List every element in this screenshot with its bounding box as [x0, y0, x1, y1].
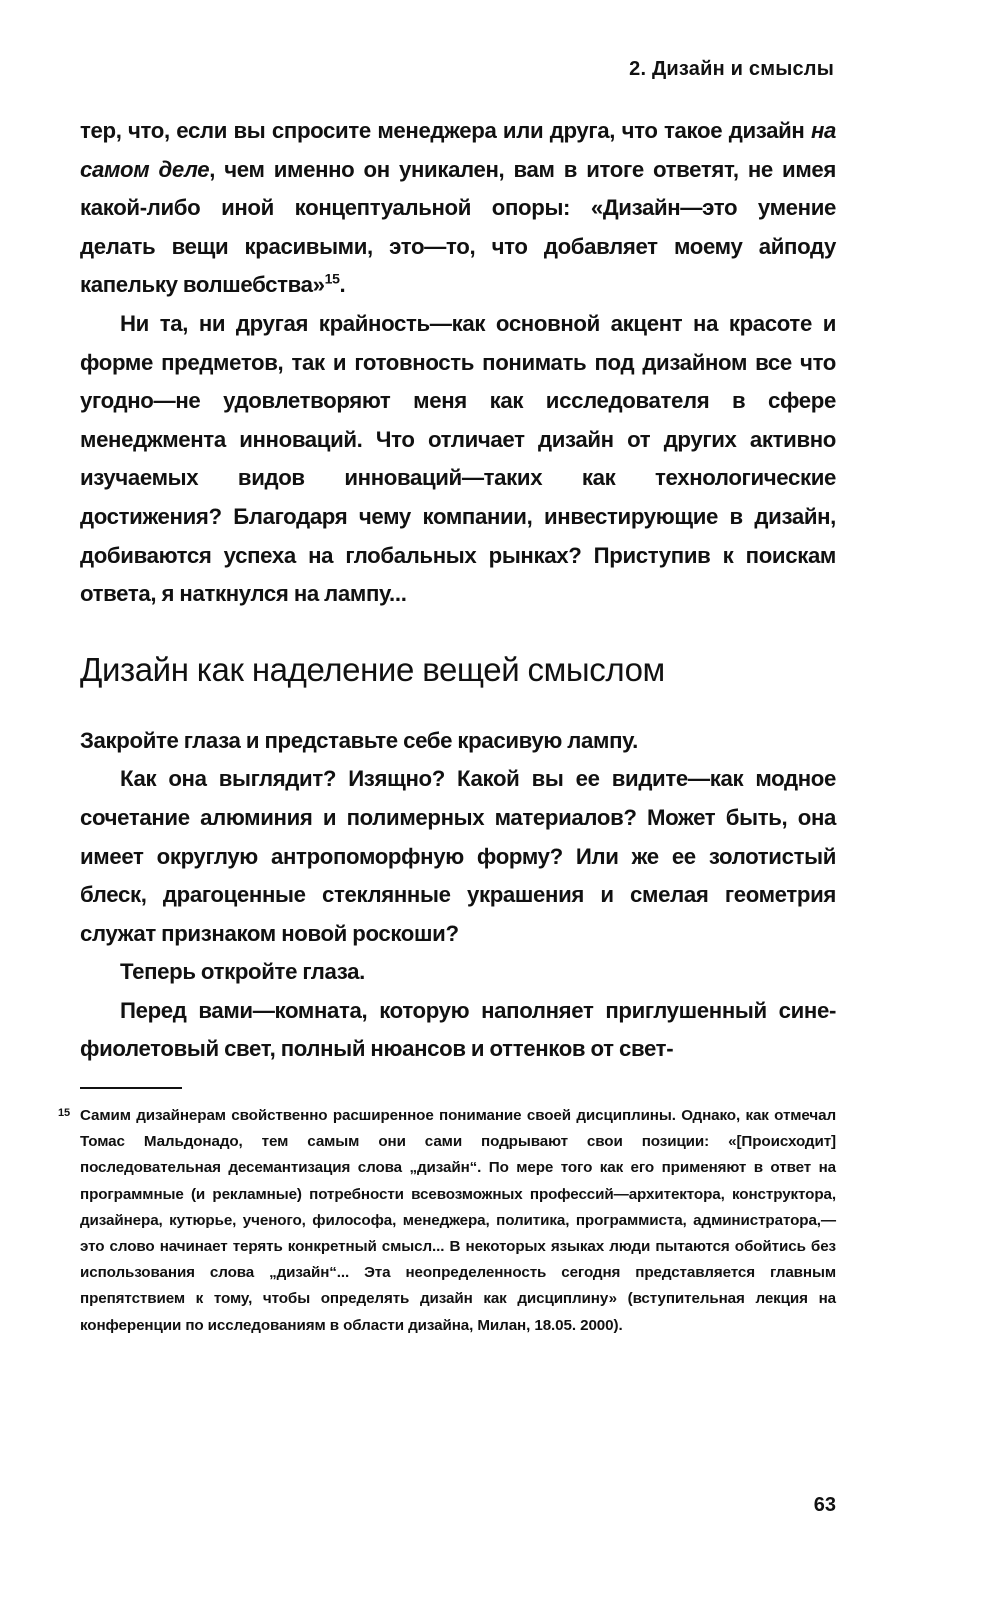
page-number: 63: [813, 1494, 836, 1516]
paragraph-1-end: .: [339, 272, 346, 298]
footnote-reference: 15: [324, 270, 340, 287]
main-text: [80, 112, 836, 1069]
paragraph-5: Теперь откройте глаза.: [120, 959, 365, 985]
footnote-divider: [80, 1087, 182, 1089]
section-heading: Дизайн как наделение вещей смыслом: [80, 650, 665, 688]
paragraph-6: Перед вами—комната, которую наполняет приглушенный сине-фиолетовый свет, полный нюансов и оттенков от свет-: [80, 997, 836, 1062]
emphasis-text: на самом деле: [80, 118, 836, 182]
paragraph-2: Ни та, ни другая крайность—как основной акцент на красоте и форме предметов, так и готовность понимать под дизайном все что угодно—не удовлетворяют меня как исследователя в сфере менеджмента инноваций. Что отличает дизайн от других активно изучаемых видов инноваций—таких как технологические достижения? Благодаря чему компании, инвестирующие в дизайн, добиваются успеха на глобальных рынках? Приступив к поискам ответа, я наткнулся на лампу...: [80, 310, 836, 607]
paragraph-1-part-a: тер, что, если вы спросите менеджера или друга, что такое дизайн: [80, 118, 811, 143]
paragraph-1-part-b: , чем именно он уникален, вам в итоге ответят, не имея какой-либо иной концептуальной опоры: «Дизайн—это умение делать вещи красивыми, это—то, что добавляет моему айподу капельку волшебства»: [80, 156, 836, 298]
footnote-marker: 15: [58, 1107, 71, 1119]
running-head: 2. Дизайн и смыслы: [629, 58, 834, 80]
footnote-text: Самим дизайнерам свойственно расширенное понимание своей дисциплины. Однако, как отмечал Томас Мальдонадо, тем самым они сами подрывают свои позиции: «[Происходит] последовательная десемантизация слова „дизайн“. По мере того как его применяют в ответ на программные (и рекламные) потребности всевозможных профессий—архитектора, конструктора, дизайнера, кутюрье, ученого, философа, менеджера, политика, программиста, администратора,—это слово начинает терять конкретный смысл... В некоторых языках люди пытаются обойтись без использования слова „дизайн“... Эта неопределенность сегодня представляется главным препятствием к тому, чтобы определять дизайн как дисциплину» (вступительная лекция на конференции по исследованиям в области дизайна, Милан, 18.05. 2000).: [80, 1107, 836, 1334]
paragraph-3: Закройте глаза и представьте себе красивую лампу.: [80, 727, 638, 753]
paragraph-1: [80, 112, 836, 305]
footnote: [58, 1103, 836, 1339]
paragraph-4: Как она выглядит? Изящно? Какой вы ее видите—как модное сочетание алюминия и полимерных материалов? Может быть, она имеет округлую антропоморфную форму? Или же ее золотистый блеск, драгоценные стеклянные украшения и смелая геометрия служат признаком новой роскоши?: [80, 766, 836, 946]
